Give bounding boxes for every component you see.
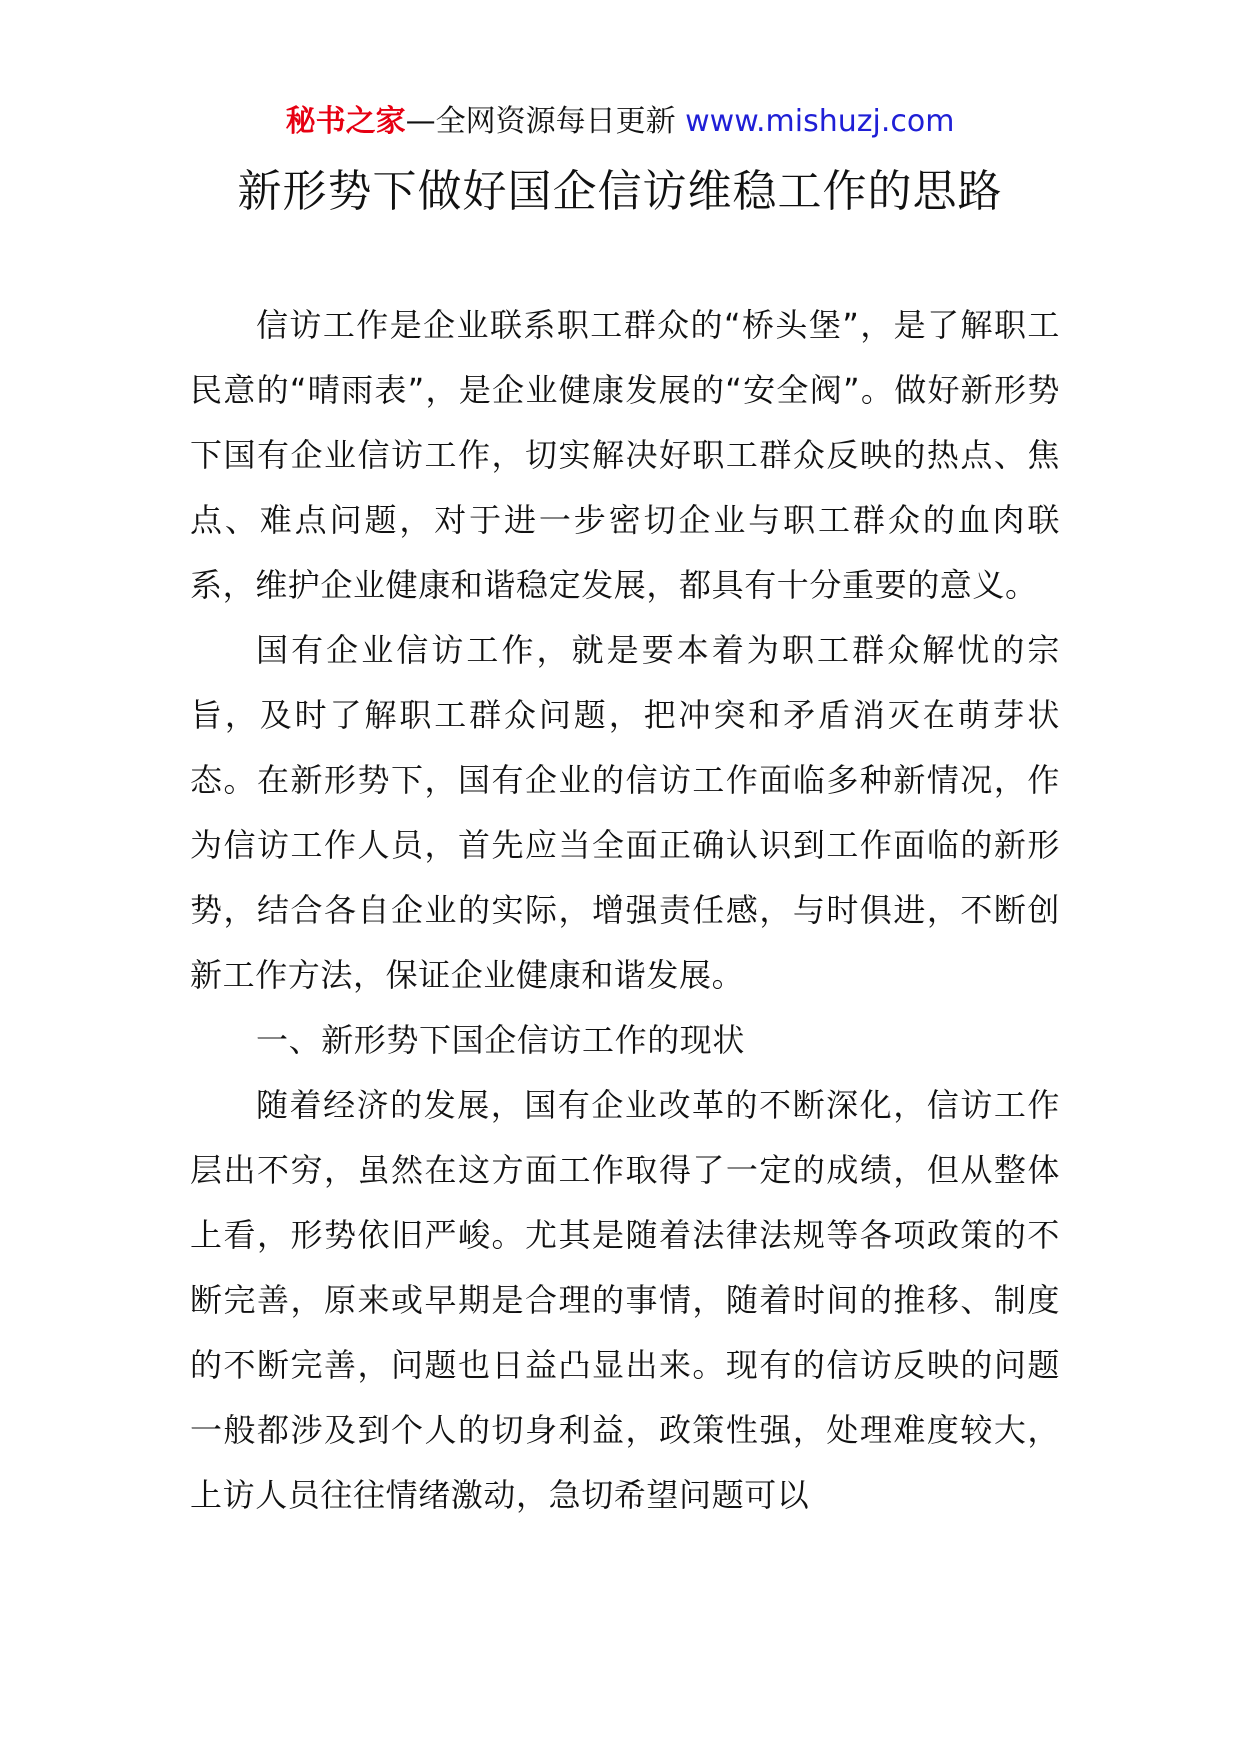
site-header [0,100,1240,144]
paragraph: 随着经济的发展，国有企业改革的不断深化，信访工作层出不穷，虽然在这方面工作取得了一定的成绩，但从整体上看，形势依旧严峻。尤其是随着法律法规等各项政策的不断完善，原来或早期是合理的事情，随着时间的推移、制度的不断完善，问题也日益凸显出来。现有的信访反映的问题一般都涉及到个人的切身利益，政策性强，处理难度较大，上访人员往往情绪激动，急切希望问题可以 [190,1086,1060,1514]
document-title: 新形势下做好国企信访维稳工作的思路 [237,166,1003,217]
site-url-link[interactable]: www.mishuzj.com [685,104,955,139]
section-heading: 一、新形势下国企信访工作的现状 [256,1021,746,1059]
paragraph: 国有企业信访工作，就是要本着为职工群众解忧的宗旨，及时了解职工群众问题，把冲突和矛盾消灭在萌芽状态。在新形势下，国有企业的信访工作面临多种新情况，作为信访工作人员，首先应当全面正确认识到工作面临的新形势，结合各自企业的实际，增强责任感，与时俱进，不断创新工作方法，保证企业健康和谐发展。 [190,631,1060,994]
document-body [190,293,1060,1528]
paragraph: 信访工作是企业联系职工群众的“桥头堡”，是了解职工民意的“晴雨表”，是企业健康发展的“安全阀”。做好新形势下国有企业信访工作，切实解决好职工群众反映的热点、焦点、难点问题，对于进一步密切企业与职工群众的血肉联系，维护企业健康和谐稳定发展，都具有十分重要的意义。 [190,306,1060,604]
site-tagline: —全网资源每日更新 [405,104,676,139]
site-brand: 秘书之家 [285,104,406,139]
